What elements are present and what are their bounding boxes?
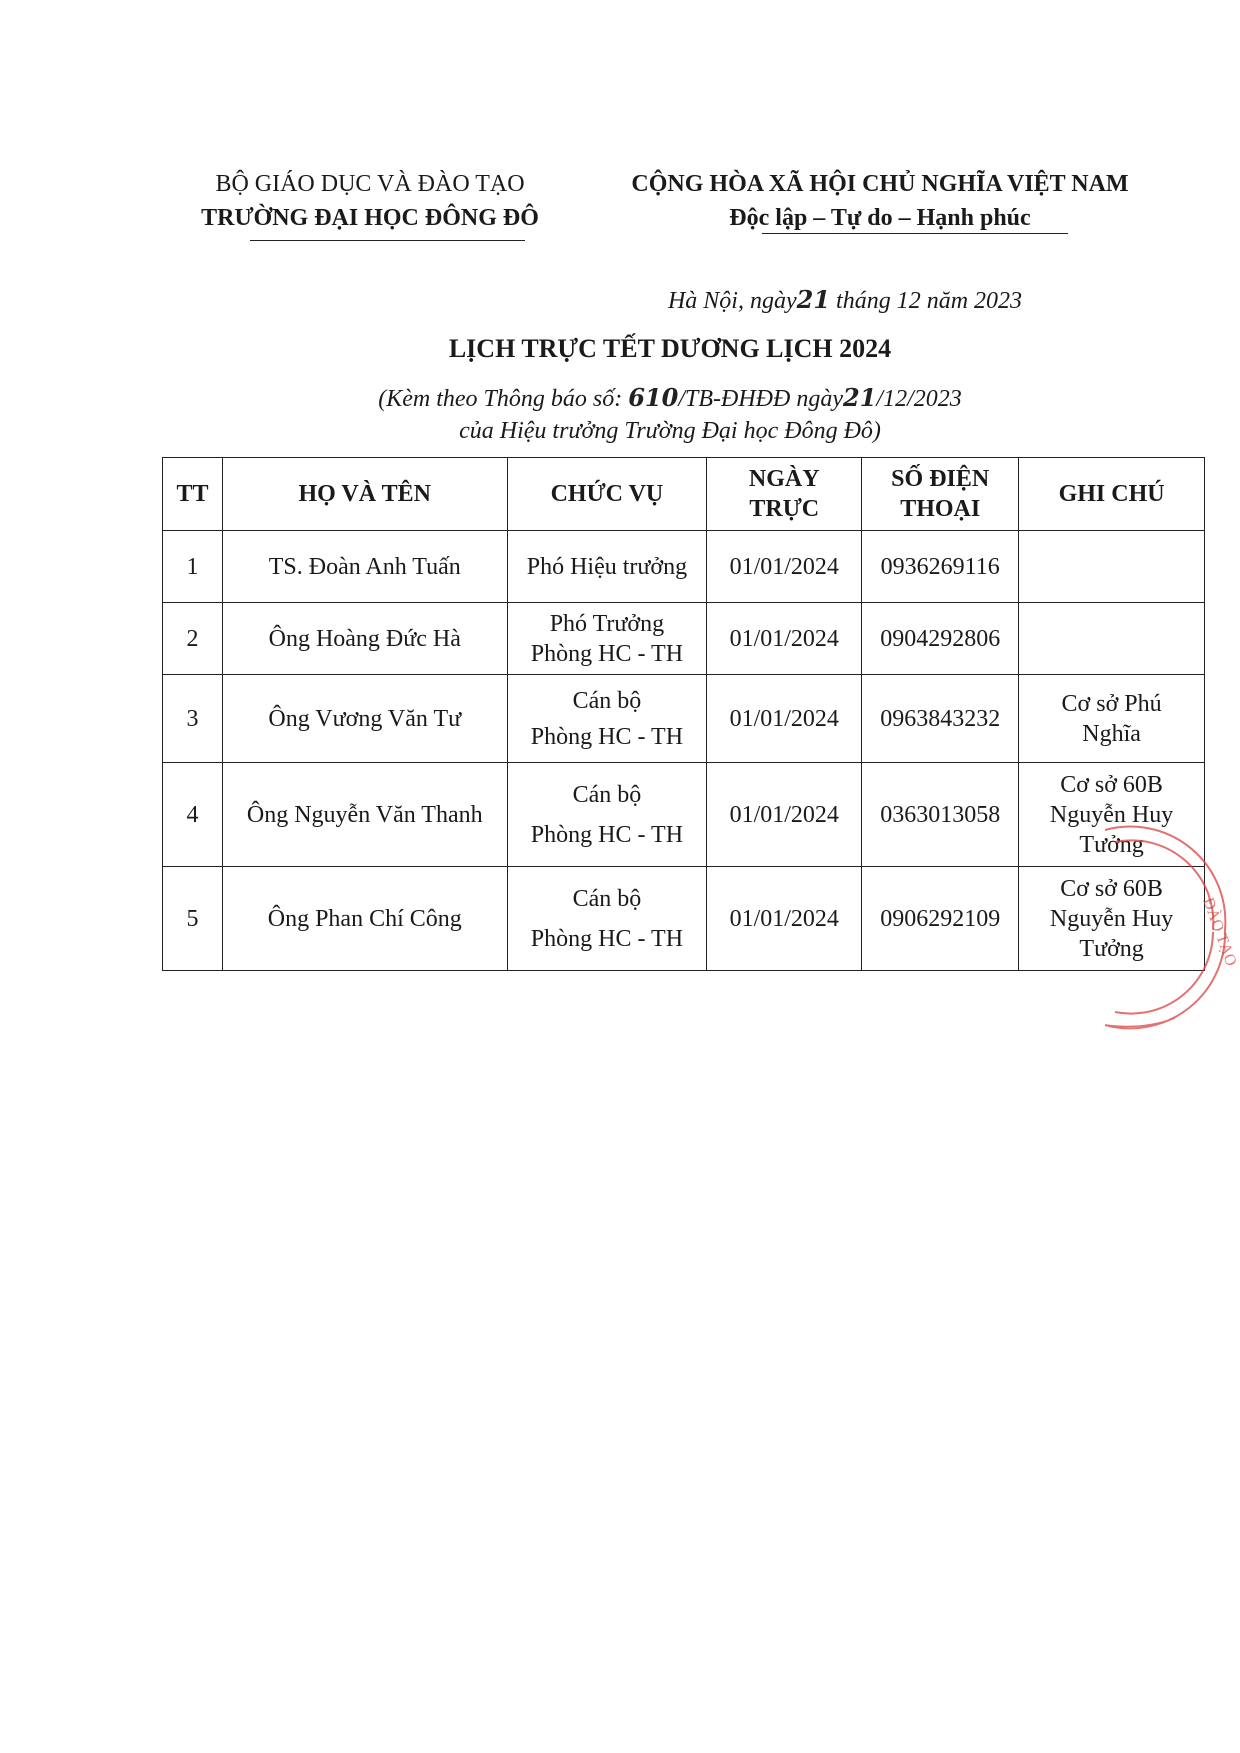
cell-name: Ông Phan Chí Công [222, 867, 507, 971]
cell-position-line2: Phòng HC - TH [530, 640, 684, 667]
header-tt: TT [163, 458, 223, 531]
national-motto: Độc lập – Tự do – Hạnh phúc [729, 205, 1031, 231]
cell-position-line2: Phòng HC - TH [530, 821, 684, 848]
subtitle-mid: /TB-ĐHĐĐ ngày [678, 386, 843, 412]
cell-position-line1: Cán bộ [572, 885, 642, 912]
cell-name: Ông Hoàng Đức Hà [222, 603, 507, 675]
stamp-text: ĐÀO TẠO [1199, 895, 1240, 969]
cell-date: 01/01/2024 [707, 531, 862, 603]
document-title: LỊCH TRỰC TẾT DƯƠNG LỊCH 2024 [448, 334, 892, 363]
header-duty-date [707, 458, 862, 531]
subtitle-suffix: /12/2023 [876, 386, 962, 412]
cell-note-line2: Nghĩa [1082, 720, 1141, 747]
cell-phone: 0906292109 [862, 867, 1019, 971]
cell-note-line3: Tưởng [1079, 935, 1144, 962]
cell-note [1019, 675, 1205, 763]
subtitle-prefix: (Kèm theo Thông báo số: [378, 386, 623, 412]
header-note: GHI CHÚ [1019, 458, 1205, 531]
header-duty-date-line1: NGÀY [748, 466, 820, 492]
cell-position [507, 675, 707, 763]
subtitle-line-2: của Hiệu trưởng Trường Đại học Đông Đô) [459, 418, 881, 444]
cell-tt: 1 [163, 531, 223, 603]
ministry-name: BỘ GIÁO DỤC VÀ ĐÀO TẠO [215, 171, 525, 197]
document-subtitle [280, 382, 1060, 447]
cell-phone: 0936269116 [862, 531, 1019, 603]
table-row [163, 531, 1205, 603]
cell-position-line2: Phòng HC - TH [530, 925, 684, 952]
cell-position-line1: Phó Trưởng [549, 610, 665, 637]
table-row [163, 675, 1205, 763]
cell-note [1019, 867, 1205, 971]
cell-name: Ông Nguyễn Văn Thanh [222, 763, 507, 867]
national-heading [615, 167, 1145, 235]
cell-position-line1: Cán bộ [572, 687, 642, 714]
header-phone [862, 458, 1019, 531]
republic-name: CỘNG HÒA XÃ HỘI CHỦ NGHĨA VIỆT NAM [631, 171, 1129, 197]
cell-phone: 0363013058 [862, 763, 1019, 867]
cell-position [507, 603, 707, 675]
issuer-block [190, 167, 550, 235]
place-date [600, 285, 1090, 315]
notice-number-handwritten: 610 [628, 383, 679, 412]
issuer-underline [250, 240, 525, 241]
cell-date: 01/01/2024 [707, 603, 862, 675]
header-position: CHỨC VỤ [507, 458, 707, 531]
table-row [163, 763, 1205, 867]
header-phone-line2: THOẠI [900, 496, 981, 522]
table-row [163, 603, 1205, 675]
date-prefix: Hà Nội, ngày [667, 288, 797, 314]
notice-day-handwritten: 21 [843, 383, 877, 412]
cell-position [507, 531, 707, 603]
subtitle-line-1 [280, 382, 1060, 415]
table-header-row [163, 458, 1205, 531]
cell-note-line1: Cơ sở Phú [1061, 690, 1162, 717]
cell-position [507, 763, 707, 867]
cell-position-line1: Phó Hiệu trưởng [526, 553, 688, 580]
cell-date: 01/01/2024 [707, 867, 862, 971]
cell-name: TS. Đoàn Anh Tuấn [222, 531, 507, 603]
cell-position-line2: Phòng HC - TH [530, 723, 684, 750]
cell-tt: 2 [163, 603, 223, 675]
header-phone-line1: SỐ ĐIỆN [891, 466, 990, 492]
university-name: TRƯỜNG ĐẠI HỌC ĐÔNG ĐÔ [201, 205, 539, 231]
date-day-handwritten: 21 [796, 285, 831, 314]
cell-tt: 3 [163, 675, 223, 763]
table-row [163, 867, 1205, 971]
cell-note [1019, 531, 1205, 603]
cell-name: Ông Vương Văn Tư [222, 675, 507, 763]
cell-note-line1: Cơ sở 60B [1060, 771, 1163, 798]
duty-schedule-table [162, 457, 1205, 971]
cell-position-line1: Cán bộ [572, 781, 642, 808]
cell-tt: 4 [163, 763, 223, 867]
motto-underline [762, 233, 1068, 234]
cell-note-line2: Nguyễn Huy [1049, 801, 1174, 828]
cell-note-line2: Nguyễn Huy [1049, 905, 1174, 932]
cell-phone: 0904292806 [862, 603, 1019, 675]
header-duty-date-line2: TRỰC [749, 496, 820, 522]
cell-date: 01/01/2024 [707, 763, 862, 867]
cell-position [507, 867, 707, 971]
cell-tt: 5 [163, 867, 223, 971]
cell-date: 01/01/2024 [707, 675, 862, 763]
date-suffix: tháng 12 năm 2023 [836, 288, 1023, 314]
cell-note-line3: Tưởng [1079, 831, 1144, 858]
cell-note [1019, 603, 1205, 675]
cell-note [1019, 763, 1205, 867]
header-name: HỌ VÀ TÊN [222, 458, 507, 531]
cell-note-line1: Cơ sở 60B [1060, 875, 1163, 902]
cell-phone: 0963843232 [862, 675, 1019, 763]
